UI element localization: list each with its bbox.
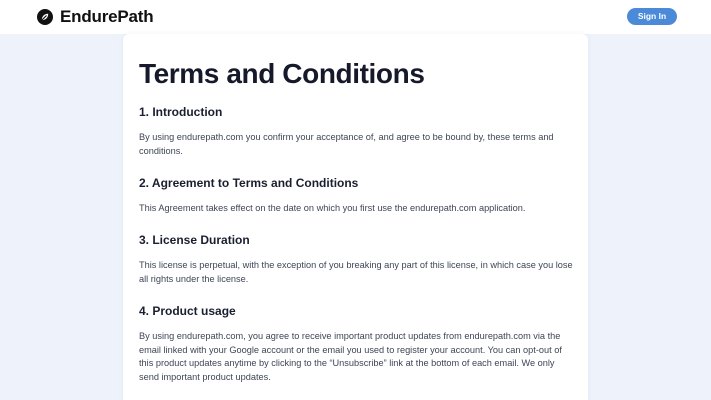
- top-navigation-bar: [0, 0, 711, 34]
- page-title: Terms and Conditions: [139, 58, 425, 89]
- brand-name: EndurePath: [60, 7, 154, 26]
- section-heading: 3. License Duration: [139, 233, 250, 247]
- leaf-logo-icon: [37, 9, 53, 25]
- section-body: By using endurepath.com, you agree to receive important product updates from endurepath.com via the email linked with your Google account or the email you used to register your account. You can opt-out of this product updates anytime by clicking to the “Unsubscribe” link at the bottom of each email. We only send important product updates.: [139, 331, 562, 382]
- terms-content: [139, 56, 575, 382]
- section-heading: 2. Agreement to Terms and Conditions: [139, 176, 359, 190]
- section-body: This license is perpetual, with the exception of you breaking any part of this license, in which case you lose all rights under the license.: [139, 260, 573, 284]
- section-introduction: [139, 104, 575, 158]
- section-product-usage: [139, 303, 575, 384]
- section-license-duration: [139, 232, 575, 286]
- section-heading: 4. Product usage: [139, 304, 236, 318]
- brand-logo[interactable]: [37, 8, 153, 26]
- section-body: By using endurepath.com you confirm your acceptance of, and agree to be bound by, these terms and conditions.: [139, 132, 554, 156]
- sign-in-button[interactable]: Sign In: [627, 8, 677, 25]
- section-heading: 1. Introduction: [139, 105, 223, 119]
- section-agreement: [139, 175, 575, 216]
- section-body: This Agreement takes effect on the date on which you first use the endurepath.com application.: [139, 203, 526, 213]
